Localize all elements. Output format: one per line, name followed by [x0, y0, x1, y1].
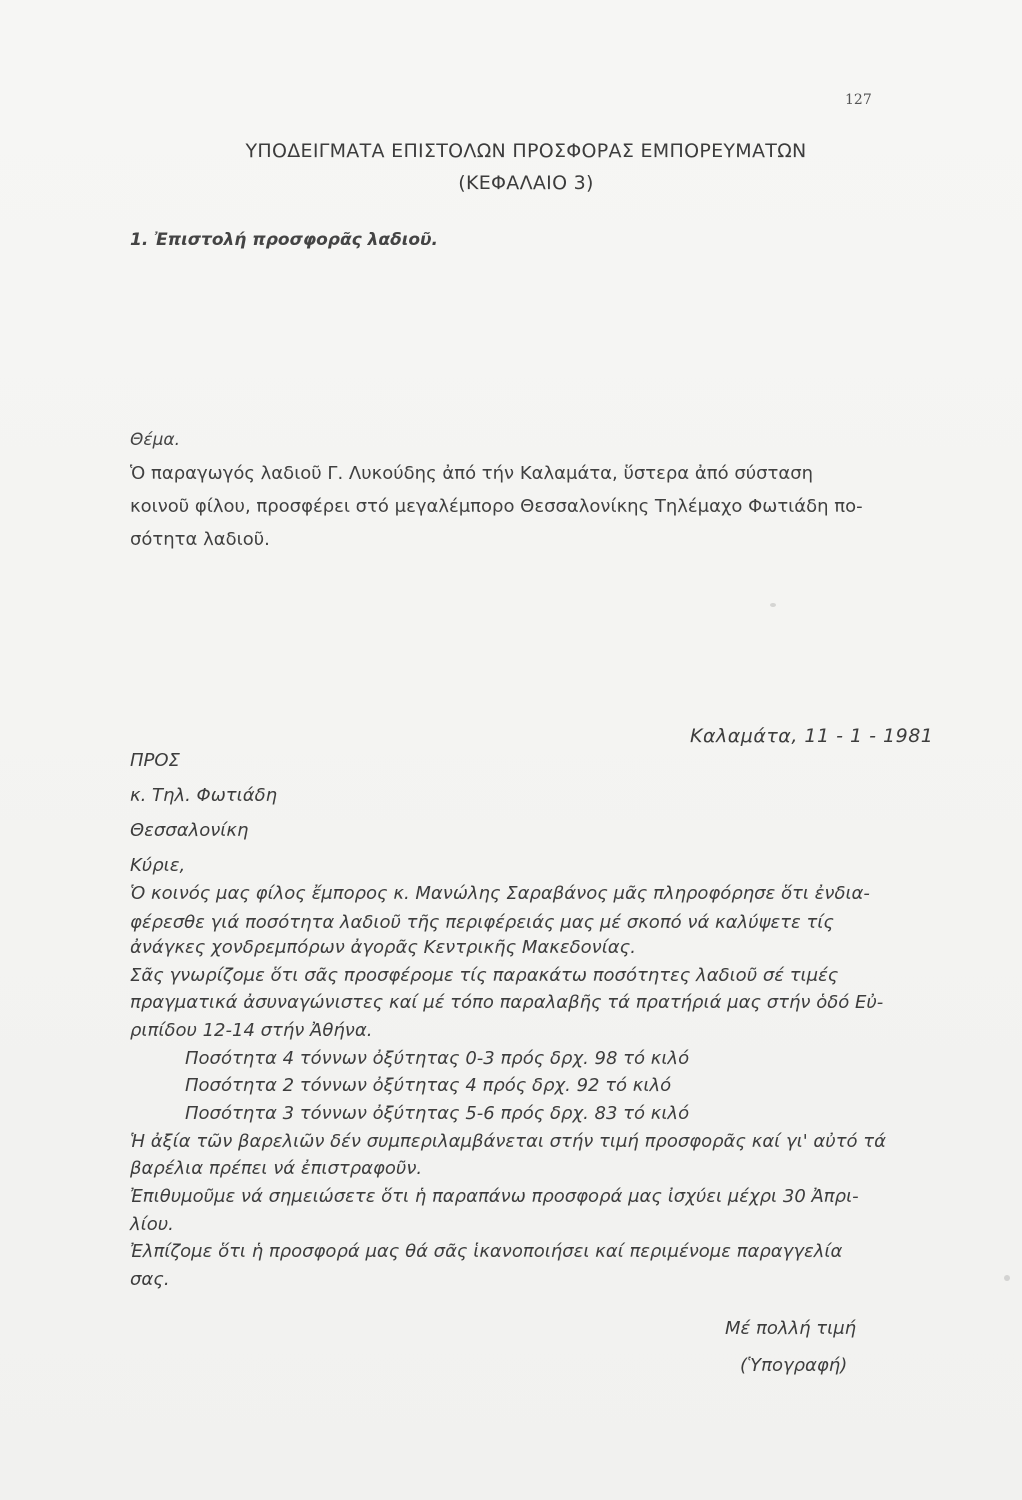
letter-body-line: βαρέλια πρέπει νά ἐπιστραφοῦν. [130, 1158, 423, 1179]
letter-date: Καλαμάτα, 11 - 1 - 1981 [690, 725, 934, 747]
letter-body-line: λίου. [130, 1214, 174, 1235]
offer-line: Ποσότητα 3 τόννων ὀξύτητας 5-6 πρός δρχ. 83 τό κιλό [185, 1103, 690, 1124]
scan-smudge [1004, 1275, 1010, 1281]
offer-line: Ποσότητα 4 τόννων ὀξύτητας 0-3 πρός δρχ. 98 τό κιλό [185, 1048, 690, 1069]
page-number: 127 [845, 92, 872, 108]
letter-body-line: Ὁ κοινός μας φίλος ἔμπορος κ. Μανώλης Σαραβάνος μᾶς πληροφόρησε ὅτι ἐνδια- [130, 883, 870, 904]
letter-body-line: φέρεσθε γιά ποσότητα λαδιοῦ τῆς περιφέρειάς μας μέ σκοπό νά καλύψετε τίς [130, 912, 834, 933]
page-subheading: (ΚΕΦΑΛΑΙΟ 3) [458, 172, 594, 194]
letter-body-line: Ἡ ἀξία τῶν βαρελιῶν δέν συμπεριλαμβάνεται στήν τιμή προσφορᾶς καί γι' αὐτό τά [130, 1131, 886, 1152]
letter-body-line: σας. [130, 1269, 170, 1290]
offer-line: Ποσότητα 2 τόννων ὀξύτητας 4 πρός δρχ. 92 τό κιλό [185, 1075, 672, 1096]
letter-body-line: Ἐλπίζομε ὅτι ἡ προσφορά μας θά σᾶς ἱκανοποιήσει καί περιμένομε παραγγελία [130, 1241, 843, 1262]
section-title: 1. Ἐπιστολή προσφορᾶς λαδιοῦ. [130, 230, 438, 250]
closing-phrase: Μέ πολλή τιμή [725, 1318, 857, 1339]
signature-placeholder: (Ὑπογραφή) [740, 1355, 848, 1376]
recipient-city: Θεσσαλονίκη [130, 820, 249, 841]
subject-line: σότητα λαδιοῦ. [130, 529, 270, 550]
letter-body-line: Ἐπιθυμοῦμε νά σημειώσετε ὅτι ἡ παραπάνω προσφορά μας ἰσχύει μέχρι 30 Ἀπρι- [130, 1186, 859, 1207]
recipient-label: ΠΡΟΣ [130, 750, 180, 771]
letter-body-line: πραγματικά ἀσυναγώνιστες καί μέ τόπο παραλαβῆς τά πρατήριά μας στήν ὁδό Εὐ- [130, 992, 884, 1013]
subject-line: Ὁ παραγωγός λαδιοῦ Γ. Λυκούδης ἀπό τήν Καλαμάτα, ὕστερα ἀπό σύσταση [130, 463, 814, 484]
letter-body-line: ριπίδου 12-14 στήν Ἀθήνα. [130, 1020, 373, 1041]
scan-smudge [770, 603, 776, 607]
salutation: Κύριε, [130, 855, 186, 876]
page-heading: ΥΠΟΔΕΙΓΜΑΤΑ ΕΠΙΣΤΟΛΩΝ ΠΡΟΣΦΟΡΑΣ ΕΜΠΟΡΕΥΜΑΤΩΝ [245, 140, 807, 162]
recipient-name: κ. Τηλ. Φωτιάδη [130, 785, 278, 806]
subject-line: κοινοῦ φίλου, προσφέρει στό μεγαλέμπορο Θεσσαλονίκης Τηλέμαχο Φωτιάδη πο- [130, 496, 863, 517]
letter-body-line: Σᾶς γνωρίζομε ὅτι σᾶς προσφέρομε τίς παρακάτω ποσότητες λαδιοῦ σέ τιμές [130, 965, 839, 986]
letter-body-line: ἀνάγκες χονδρεμπόρων ἀγορᾶς Κεντρικῆς Μακεδονίας. [130, 937, 636, 958]
subject-label: Θέμα. [130, 430, 180, 450]
